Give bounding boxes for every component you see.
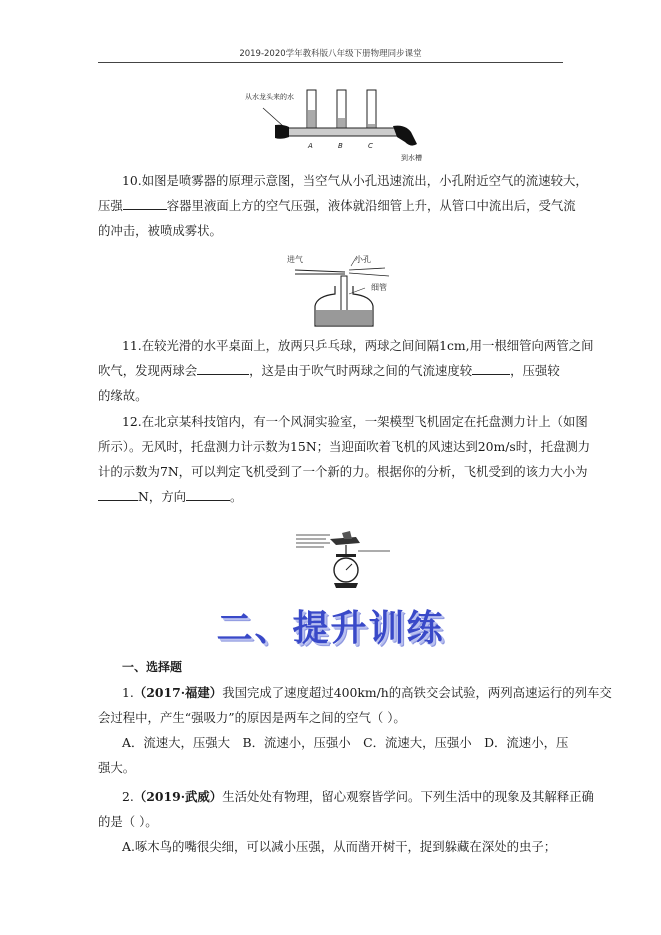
q10-line-2: 压强 容器里液面上方的空气压强，液体就沿细管上升，从管口中流出后，受气流 bbox=[98, 198, 576, 213]
mc2-source: （2019·武威） bbox=[133, 789, 223, 804]
q12-blank-direction[interactable] bbox=[186, 488, 230, 501]
pipe-label-c: C bbox=[368, 142, 373, 150]
q12-blank-force[interactable] bbox=[98, 488, 138, 501]
mc2-line-1: 2.（2019·武威）生活处处有物理，留心观察皆学问。下列生活中的现象及其解释正确 bbox=[122, 789, 594, 804]
subsection-title: 一、选择题 bbox=[122, 660, 183, 674]
q12-line-1: 12.在北京某科技馆内，有一个风洞实验室，一架模型飞机固定在托盘测力计上（如图 bbox=[122, 414, 588, 429]
mc-question-1 bbox=[98, 680, 612, 780]
mc1-options bbox=[98, 730, 569, 755]
q12-line-3: 计的示数为7N，可以判定飞机受到了一个新的力。根据你的分析，飞机受到的该力大小为 bbox=[98, 464, 588, 479]
pipe-label-source: 从水龙头来的水 bbox=[245, 93, 294, 101]
q11-line-3: 的缘故。 bbox=[98, 388, 148, 403]
q11-line-2: 吹气，发现两球会 ，这是由于吹气时两球之间的气流速度较 ，压强较 bbox=[98, 363, 560, 378]
mc1-option-a[interactable]: A．流速大，压强大 bbox=[122, 735, 231, 750]
sprayer-label-in: 进气 bbox=[287, 255, 303, 264]
q10-line-3: 的冲击，被喷成雾状。 bbox=[98, 223, 222, 238]
mc2-option-a[interactable]: A.啄木鸟的嘴很尖细，可以减小压强，从而凿开树干，捉到躲藏在深处的虫子； bbox=[122, 839, 557, 854]
mc1-option-b[interactable]: B．流速小，压强小 bbox=[242, 735, 351, 750]
q10-line-1: 10.如图是喷雾器的原理示意图，当空气从小孔迅速流出，小孔附近空气的流速较大， bbox=[122, 173, 588, 188]
sprayer-label-tube: 细管 bbox=[371, 283, 387, 292]
mc1-line-2: 会过程中，产生“强吸力”的原因是两车之间的空气（ ）。 bbox=[98, 710, 406, 725]
mc1-line-1: 1.（2017·福建）我国完成了速度超过400km/h的高铁交会试验，两列高速运行的列车交 bbox=[122, 685, 612, 700]
pipe-label-drain: 到水槽 bbox=[401, 154, 422, 162]
q10-answer-blank[interactable] bbox=[123, 197, 167, 210]
mc1-line-4: 强大。 bbox=[98, 760, 136, 775]
question-11 bbox=[98, 333, 594, 408]
q12-line-2: 所示）。无风时，托盘测力计示数为15N；当迎面吹着飞机的风速达到20m/s时，托盘测力 bbox=[98, 439, 591, 454]
sprayer-label-hole: 小孔 bbox=[355, 255, 371, 264]
wind-tunnel-figure bbox=[296, 525, 391, 590]
question-10 bbox=[98, 168, 588, 243]
section-title: 二、提升训练 bbox=[216, 607, 445, 649]
header-divider bbox=[98, 62, 563, 63]
pipe-figure bbox=[245, 88, 435, 164]
mc1-source: （2017·福建） bbox=[133, 685, 223, 700]
pipe-label-a: A bbox=[308, 142, 313, 150]
mc1-option-d[interactable]: D．流速小，压 bbox=[484, 735, 569, 750]
q11-blank-1[interactable] bbox=[197, 362, 249, 375]
mc1-option-c[interactable]: C．流速大，压强小 bbox=[363, 735, 472, 750]
mc-question-2 bbox=[98, 784, 594, 859]
q11-line-1: 11.在较光滑的水平桌面上，放两只乒乓球，两球之间间隔1cm,用一根细管向两管之间 bbox=[122, 338, 594, 353]
q12-line-4: N，方向 。 bbox=[98, 484, 563, 509]
q11-blank-2[interactable] bbox=[472, 362, 510, 375]
mc2-line-2: 的是（ ）。 bbox=[98, 814, 158, 829]
question-12 bbox=[98, 409, 591, 509]
sprayer-figure bbox=[285, 250, 400, 330]
pipe-label-b: B bbox=[338, 142, 343, 150]
page-header: 2019-2020学年教科版八年级下册物理同步课堂 bbox=[239, 49, 422, 59]
